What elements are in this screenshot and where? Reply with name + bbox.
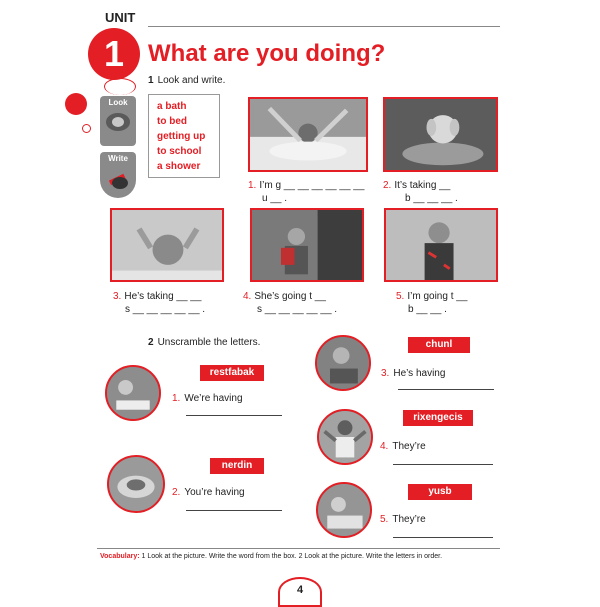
caption-line: s __ __ __ __ __ . [257, 304, 338, 315]
circle-photo-breakfast [105, 365, 161, 421]
answer-line-1[interactable] [186, 414, 282, 416]
exercise1-heading [148, 75, 225, 86]
footer-text: 1 Look at the picture. Write the word from the box. 2 Look at the picture. Write the letters in order. [139, 553, 443, 560]
caption-line: I’m g __ __ __ __ __ __ [259, 180, 365, 191]
ex1-caption-2 [383, 179, 458, 205]
exercise1-instruction: Look and write. [157, 75, 226, 86]
ex2-sentence-4 [380, 441, 426, 452]
circle-photo-exercising [317, 409, 373, 465]
sentence-text: You’re having [184, 487, 245, 498]
exercise2-number: 2 [148, 337, 154, 348]
decorative-dot-large [65, 93, 87, 115]
footer-rule [97, 548, 500, 549]
sentence-text: They’re [392, 514, 426, 525]
sentence-text: We’re having [184, 393, 243, 404]
ex2-sentence-2 [172, 487, 245, 498]
answer-line-5[interactable] [393, 536, 493, 538]
word-box-item: getting up [157, 131, 206, 142]
ex1-caption-3 [113, 290, 205, 316]
photo-shower [110, 208, 224, 282]
photo-dog-bath [383, 97, 498, 172]
sentence-number: 1. [172, 393, 181, 404]
ex2-sentence-3 [381, 368, 445, 379]
word-box [148, 94, 220, 178]
header-rule [148, 26, 500, 27]
scrambled-word-1: restfabak [200, 365, 264, 381]
word-box-item: to school [157, 146, 202, 157]
ex1-caption-5 [396, 290, 467, 316]
look-badge [100, 96, 136, 146]
unit-label: UNIT [105, 10, 136, 25]
sentence-number: 5. [380, 514, 389, 525]
caption-line: She’s going t __ [254, 291, 326, 302]
caption-line: He’s taking __ __ [124, 291, 202, 302]
exercise1-number: 1 [148, 75, 154, 86]
word-box-item: a shower [157, 161, 201, 172]
decorative-dot-small [82, 124, 91, 133]
caption-number: 2. [383, 180, 392, 191]
caption-number: 3. [113, 291, 122, 302]
photo-bed [384, 208, 498, 282]
pencil-hand-icon [103, 163, 133, 193]
circle-photo-dinner [107, 455, 165, 513]
write-label: Write [108, 154, 128, 163]
caption-number: 5. [396, 291, 405, 302]
photo-getting-up [248, 97, 368, 172]
circle-photo-lunch [315, 335, 371, 391]
caption-line: I’m going t __ [407, 291, 468, 302]
caption-line: u __ . [262, 193, 288, 204]
caption-number: 1. [248, 180, 257, 191]
sentence-number: 2. [172, 487, 181, 498]
scrambled-word-5: yusb [408, 484, 472, 500]
exercise2-instruction: Unscramble the letters. [157, 337, 261, 348]
unit-number-badge: 1 [88, 28, 140, 80]
ex1-caption-4 [243, 290, 337, 316]
footer-note [100, 553, 442, 560]
word-box-item: a bath [157, 101, 187, 112]
sentence-text: He’s having [393, 368, 446, 379]
scrambled-word-4: rixengecis [403, 410, 473, 426]
answer-line-3[interactable] [398, 388, 494, 390]
write-badge [100, 152, 136, 198]
ex1-caption-1 [248, 179, 364, 205]
caption-number: 4. [243, 291, 252, 302]
footer-label: Vocabulary: [100, 553, 140, 560]
caption-line: It’s taking __ [394, 180, 451, 191]
exercise2-heading [148, 337, 260, 348]
caption-line: s __ __ __ __ __ . [125, 304, 206, 315]
caption-line: b __ __ __ . [405, 193, 458, 204]
photo-school [250, 208, 364, 282]
sentence-number: 4. [380, 441, 389, 452]
ex2-sentence-5 [380, 514, 426, 525]
decorative-ring [104, 78, 136, 95]
ex2-sentence-1 [172, 393, 243, 404]
sentence-number: 3. [381, 368, 390, 379]
page-title: What are you doing? [148, 40, 386, 67]
eye-icon [103, 107, 133, 137]
scrambled-word-2: nerdin [210, 458, 264, 474]
answer-line-4[interactable] [393, 463, 493, 465]
sentence-text: They’re [392, 441, 426, 452]
answer-line-2[interactable] [186, 509, 282, 511]
scrambled-word-3: chunl [408, 337, 470, 353]
word-box-item: to bed [157, 116, 187, 127]
page-number: 4 [278, 577, 322, 607]
circle-photo-busy [316, 482, 372, 538]
look-label: Look [108, 98, 128, 107]
caption-line: b __ __ . [408, 304, 447, 315]
